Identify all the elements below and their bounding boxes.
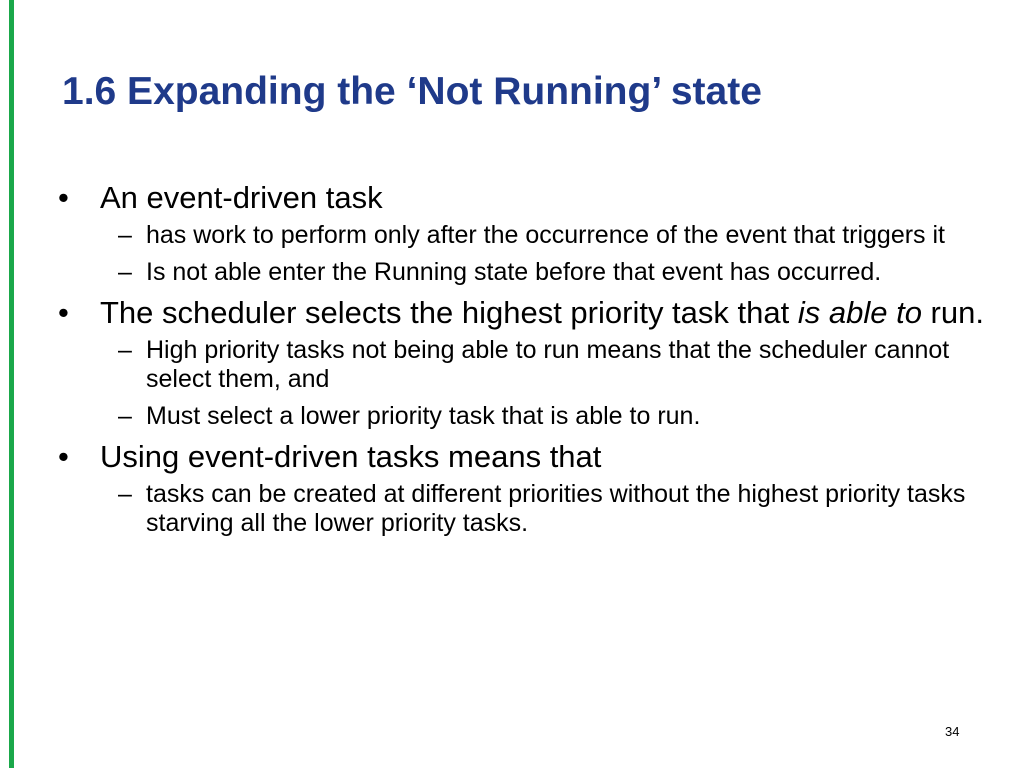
slide-content	[56, 180, 986, 546]
slide-title: 1.6 Expanding the ‘Not Running’ state	[62, 70, 762, 113]
bullet-dot-icon: •	[58, 180, 69, 215]
bullet-item	[56, 439, 986, 474]
sub-item	[102, 258, 986, 287]
bullet-text-part: run.	[921, 295, 984, 330]
dash-icon: –	[118, 258, 132, 286]
dash-icon: –	[118, 221, 132, 249]
sub-item-text: has work to perform only after the occurrence of the event that triggers it	[146, 221, 945, 249]
sub-item-text: Must select a lower priority task that is able to run.	[146, 402, 701, 430]
page-number: 34	[945, 724, 960, 739]
bullet-dot-icon: •	[58, 439, 69, 474]
bullet-text-part: The scheduler selects the highest priority task that	[100, 295, 798, 330]
bullet-text	[100, 295, 984, 330]
sub-item	[102, 336, 986, 394]
bullet-dot-icon: •	[58, 295, 69, 330]
bullet-text-italic: is able to	[797, 295, 922, 330]
sub-item-text: Is not able enter the Running state before that event has occurred.	[146, 258, 882, 286]
dash-icon: –	[118, 480, 132, 508]
sub-item-text: tasks can be created at different priorities without the highest priority tasks starving all the lower priority tasks.	[146, 480, 966, 537]
sub-item	[102, 402, 986, 431]
bullet-item	[56, 180, 986, 215]
sub-item	[102, 480, 986, 538]
sub-item	[102, 221, 986, 250]
dash-icon: –	[118, 336, 132, 364]
bullet-item	[56, 295, 986, 330]
bullet-text: An event-driven task	[100, 180, 383, 215]
left-accent-bar	[9, 0, 14, 768]
bullet-text: Using event-driven tasks means that	[100, 439, 602, 474]
sub-item-text: High priority tasks not being able to run means that the scheduler cannot select them, and	[146, 336, 950, 393]
dash-icon: –	[118, 402, 132, 430]
